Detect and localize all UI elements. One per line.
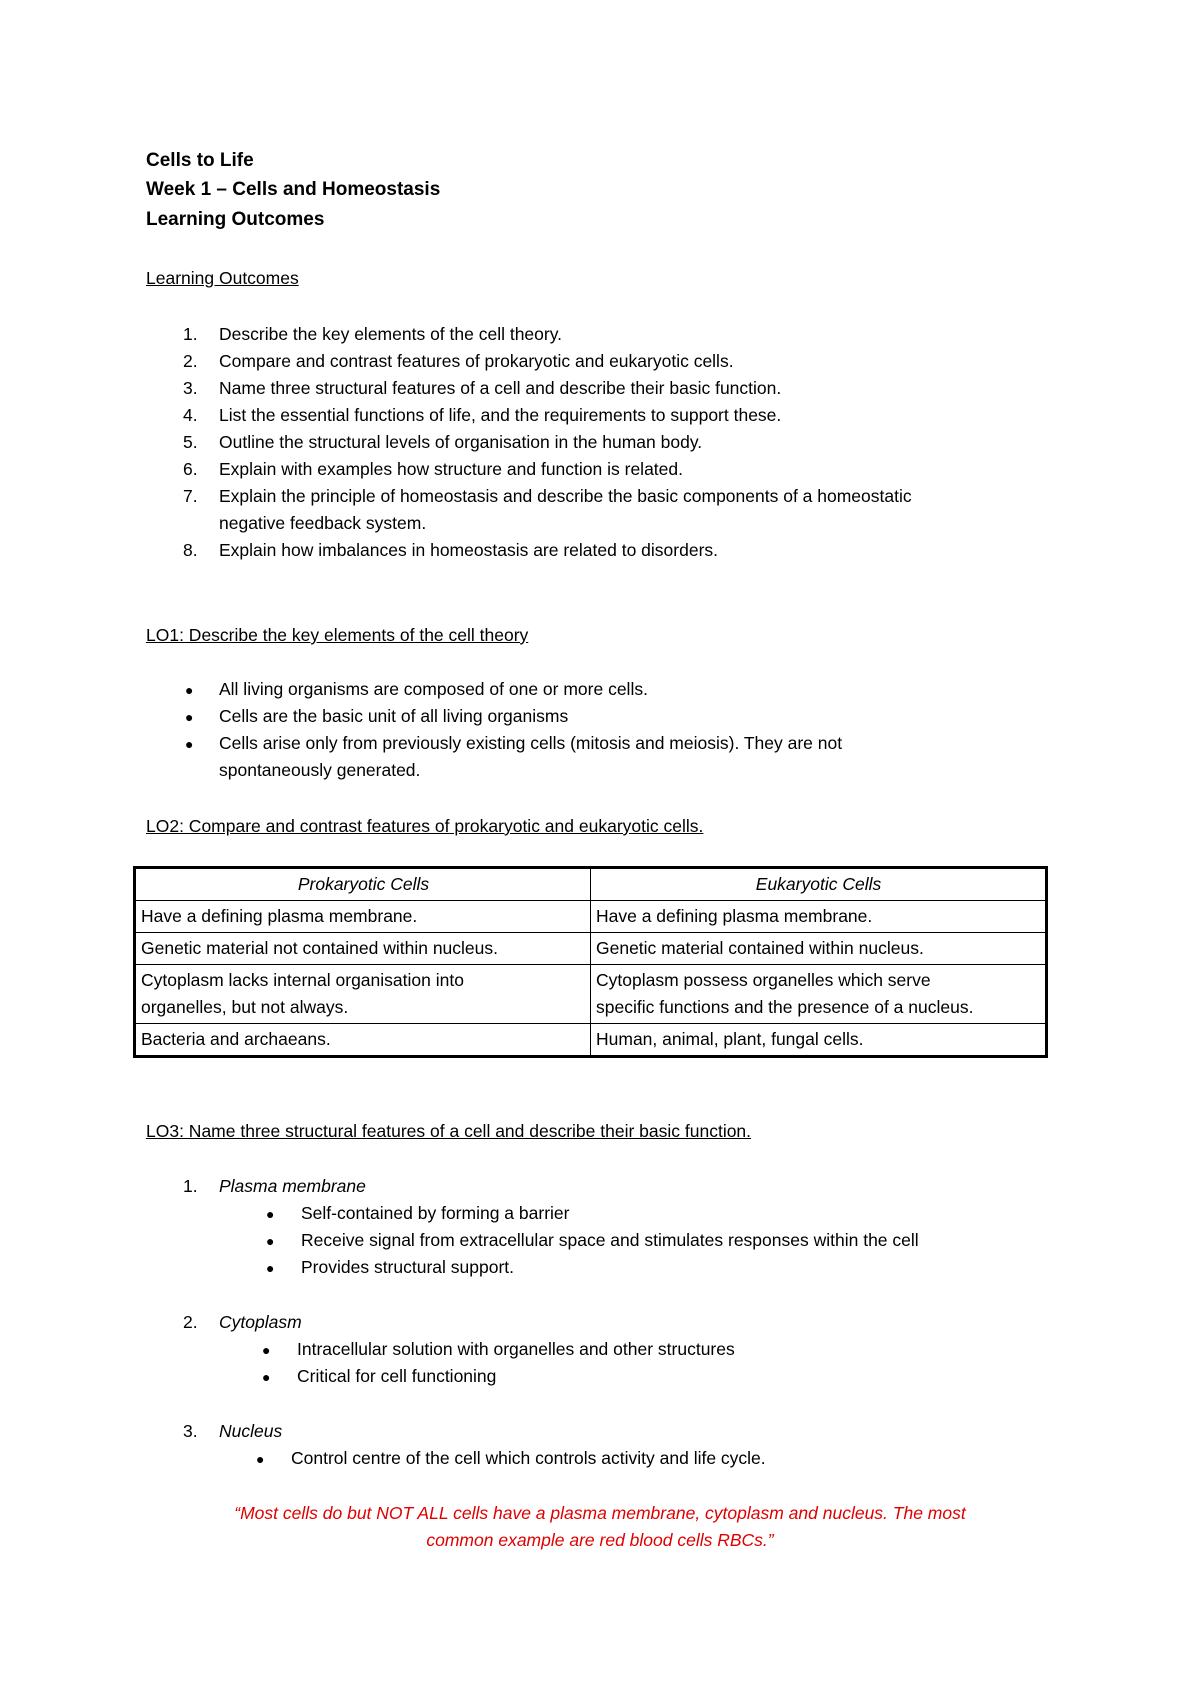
table-cell: Cytoplasm possess organelles which serve specific functions and the presence of a nucleus.	[591, 965, 1047, 1024]
bullet-icon: ●	[266, 1206, 275, 1222]
table-row	[135, 901, 1047, 933]
list-number: 3.	[183, 1421, 198, 1441]
list-number: 1.	[183, 1176, 198, 1196]
outcomes-heading: Learning Outcomes	[146, 268, 299, 288]
list-number: 1.	[183, 324, 198, 344]
bullet-item: Cells arise only from previously existing cells (mitosis and meiosis). They are not	[219, 733, 843, 753]
table-cell: Cytoplasm lacks internal organisation into organelles, but not always.	[135, 965, 591, 1024]
table-cell: Bacteria and archaeans.	[135, 1024, 591, 1057]
list-item: Compare and contrast features of prokaryotic and eukaryotic cells.	[219, 351, 734, 371]
bullet-item: Cells are the basic unit of all living organisms	[219, 706, 569, 726]
course-title: Cells to Life	[146, 150, 254, 171]
lo1-heading: LO1: Describe the key elements of the cell theory	[146, 625, 529, 645]
feature-name: Cytoplasm	[219, 1312, 302, 1332]
list-item: List the essential functions of life, and the requirements to support these.	[219, 405, 782, 425]
table-header-row	[135, 868, 1047, 901]
bullet-icon: ●	[262, 1342, 271, 1358]
list-number: 7.	[183, 486, 198, 506]
feature-name: Nucleus	[219, 1421, 283, 1441]
bullet-item: Self-contained by forming a barrier	[301, 1203, 570, 1223]
table-row	[135, 965, 1047, 1024]
bullet-icon: ●	[185, 709, 194, 725]
list-number: 4.	[183, 405, 198, 425]
bullet-item: Receive signal from extracellular space and stimulates responses within the cell	[301, 1230, 919, 1250]
table-header: Prokaryotic Cells	[135, 868, 591, 901]
list-item: Explain the principle of homeostasis and describe the basic components of a homeostatic	[219, 486, 912, 506]
list-number: 5.	[183, 432, 198, 452]
bullet-icon: ●	[266, 1260, 275, 1276]
bullet-item-continuation: spontaneously generated.	[219, 760, 421, 780]
bullet-icon: ●	[266, 1233, 275, 1249]
bullet-icon: ●	[256, 1451, 265, 1467]
comparison-table	[133, 866, 1048, 1058]
bullet-item: Intracellular solution with organelles and other structures	[297, 1339, 735, 1359]
list-item: Explain with examples how structure and function is related.	[219, 459, 683, 479]
list-item-continuation: negative feedback system.	[219, 513, 427, 533]
table-cell: Human, animal, plant, fungal cells.	[591, 1024, 1047, 1057]
table-cell: Have a defining plasma membrane.	[135, 901, 591, 933]
table-row	[135, 933, 1047, 965]
bullet-item: All living organisms are composed of one or more cells.	[219, 679, 648, 699]
list-item: Explain how imbalances in homeostasis are related to disorders.	[219, 540, 719, 560]
bullet-icon: ●	[185, 736, 194, 752]
table-cell: Genetic material not contained within nucleus.	[135, 933, 591, 965]
note-line: “Most cells do but NOT ALL cells have a plasma membrane, cytoplasm and nucleus. The most	[234, 1503, 966, 1523]
table-cell: Have a defining plasma membrane.	[591, 901, 1047, 933]
note-line: common example are red blood cells RBCs.”	[426, 1530, 774, 1550]
bullet-item: Control centre of the cell which controls activity and life cycle.	[291, 1448, 766, 1468]
section-title: Learning Outcomes	[146, 209, 325, 230]
lo2-heading: LO2: Compare and contrast features of prokaryotic and eukaryotic cells.	[146, 816, 704, 836]
bullet-icon: ●	[185, 682, 194, 698]
list-number: 2.	[183, 351, 198, 371]
list-item: Name three structural features of a cell and describe their basic function.	[219, 378, 782, 398]
table-row	[135, 1024, 1047, 1057]
bullet-icon: ●	[262, 1369, 271, 1385]
list-number: 2.	[183, 1312, 198, 1332]
list-item: Describe the key elements of the cell theory.	[219, 324, 563, 344]
lo3-heading: LO3: Name three structural features of a cell and describe their basic function.	[146, 1121, 752, 1141]
table-header: Eukaryotic Cells	[591, 868, 1047, 901]
bullet-item: Critical for cell functioning	[297, 1366, 497, 1386]
list-number: 6.	[183, 459, 198, 479]
feature-name: Plasma membrane	[219, 1176, 366, 1196]
week-title: Week 1 – Cells and Homeostasis	[146, 179, 441, 200]
table-cell: Genetic material contained within nucleus.	[591, 933, 1047, 965]
list-number: 3.	[183, 378, 198, 398]
list-number: 8.	[183, 540, 198, 560]
bullet-item: Provides structural support.	[301, 1257, 515, 1277]
list-item: Outline the structural levels of organisation in the human body.	[219, 432, 703, 452]
